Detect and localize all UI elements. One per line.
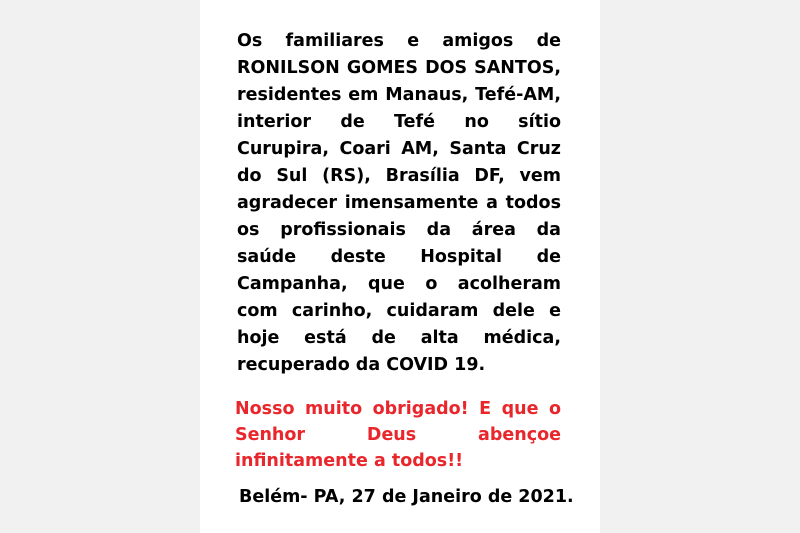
notice-paper xyxy=(200,0,600,533)
notice-body: Os familiares e amigos de RONILSON GOMES DOS SANTOS, residentes em Manaus, Tefé-AM, interior de Tefé no sítio Curupira, Coari AM, Santa Cruz do Sul (RS), Brasília DF, vem agradecer imensamente a todos os profissionais da área da saúde deste Hospital de Campanha, que o acolheram com carinho, cuidaram dele e hoje está de alta médica, recuperado da COVID 19. xyxy=(237,31,561,375)
notice-thanks: Nosso muito obrigado! E que o Senhor Deus abençoe infinitamente a todos!! xyxy=(235,399,561,471)
notice-signoff: Belém- PA, 27 de Janeiro de 2021. xyxy=(239,487,574,507)
